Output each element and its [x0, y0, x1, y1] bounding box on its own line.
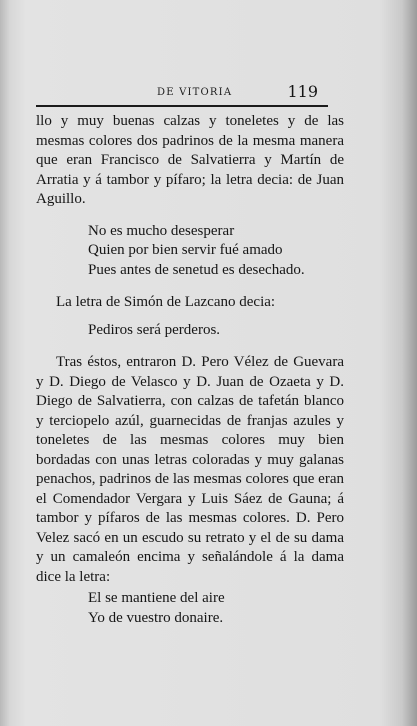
verse-line: El se mantiene del aire: [88, 590, 225, 606]
verse-line: Pues antes de senetud es desechado.: [88, 261, 305, 278]
paragraph-motto-intro: La letra de Simón de Lazcano decia:: [56, 294, 276, 310]
header-rule: [36, 105, 328, 107]
verse-line: Yo de vuestro donaire.: [88, 609, 224, 626]
verse-line: No es mucho desesperar: [88, 222, 235, 239]
verse-line: Quien por bien servir fué amado: [88, 242, 283, 258]
page-header: [36, 80, 328, 102]
verse-block: [36, 222, 344, 281]
body-text: [36, 112, 344, 628]
verse-block-closing: [36, 589, 344, 628]
running-head: DE VITORIA: [157, 87, 233, 98]
paragraph-main: Tras éstos, entraron D. Pero Vélez de Guevara y D. Diego de Velasco y D. Juan de Ozaeta y D. Diego de Salvatierra, con calzas de tafetán blanco y terciopelo azúl, guarnecidas de franjas azules y toneletes de las mesmas colores muy bien bordadas con unas letras coloradas y muy galanas penachos, padrinos de las mesmas colores que eran el Comendador Vergara y Luis Sáez de Gauna; á tambor y pífaros de las mesmas colores. D. Pero Velez sacó en un escudo su retrato y el de su dama y un camaleón encima y señalándole á la dama dice la letra:: [36, 354, 344, 585]
paragraph-continued: llo y muy buenas calzas y toneletes y de las mesmas colores dos padrinos de la mesma manera que eran Francisco de Salvatierra y Martín de Arratia y á tambor y pífaro; la letra decia: de Juan Aguillo.: [36, 113, 344, 207]
page-number: 119: [287, 82, 318, 101]
verse-line-single: Pediros será perderos.: [88, 321, 221, 338]
